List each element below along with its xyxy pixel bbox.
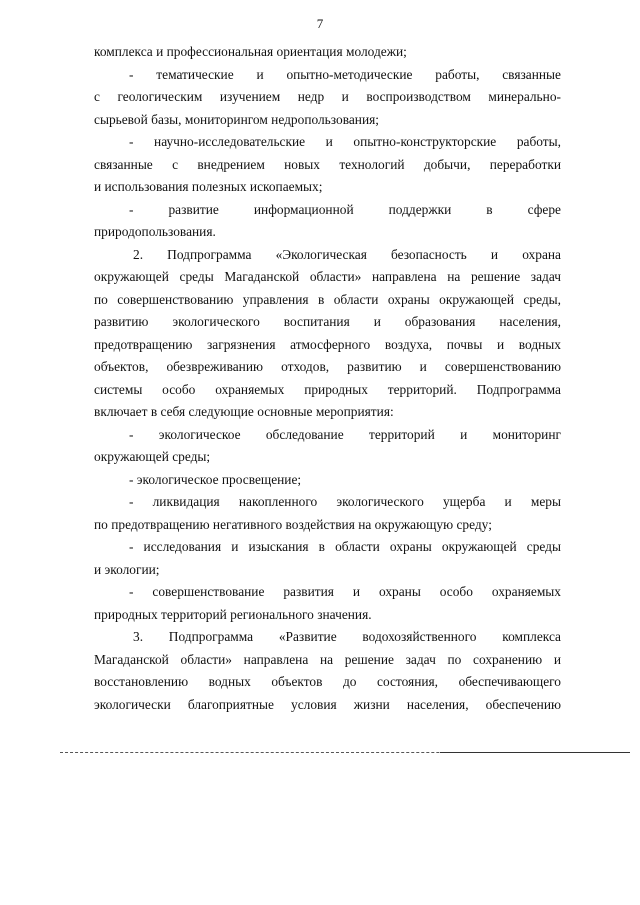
text-line: - экологическое обследование территорий и мониторинг bbox=[129, 426, 561, 442]
text-line: - научно-исследовательские и опытно-конструкторские работы, bbox=[129, 134, 561, 149]
text-line: по предотвращению негативного воздействия на окружающую среду; bbox=[94, 516, 492, 532]
footer-divider-solid bbox=[440, 752, 630, 753]
text-line: развитию экологического воспитания и образования населения, bbox=[94, 314, 561, 329]
text-line: природопользования. bbox=[94, 224, 216, 239]
text-line: - ликвидация накопленного экологического ущерба и меры bbox=[129, 494, 561, 509]
text-line: с геологическим изучением недр и воспроизводством минерально- bbox=[94, 89, 561, 104]
text-line: экологически благоприятные условия жизни населения, обеспечению bbox=[94, 696, 561, 712]
text-line: предотвращению загрязнения атмосферного воздуха, почвы и водных bbox=[94, 336, 561, 352]
text-line: по совершенствованию управления в области охраны окружающей среды, bbox=[94, 291, 561, 307]
text-line: и экологии; bbox=[94, 561, 160, 577]
text-line: - тематические и опытно-методические работы, связанные bbox=[129, 66, 561, 82]
text-line: - исследования и изыскания в области охраны окружающей среды bbox=[129, 539, 561, 554]
text-line: - экологическое просвещение; bbox=[129, 471, 302, 487]
text-line: сырьевой базы, мониторингом недропользования; bbox=[94, 111, 380, 127]
text-line: природных территорий регионального значения. bbox=[94, 606, 372, 622]
text-line: восстановлению водных объектов до состояния, обеспечивающего bbox=[94, 674, 561, 689]
body-text bbox=[94, 41, 561, 716]
text-line: окружающей среды Магаданской области» направлена на решение задач bbox=[94, 269, 561, 284]
text-line: Магаданской области» направлена на решение задач по сохранению и bbox=[94, 651, 561, 667]
text-line: - развитие информационной поддержки в сфере bbox=[129, 201, 561, 217]
text-line: системы особо охраняемых природных территорий. Подпрограмма bbox=[94, 381, 561, 397]
text-line: включает в себя следующие основные мероприятия: bbox=[94, 404, 394, 419]
text-line: связанные с внедрением новых технологий добычи, переработки bbox=[94, 156, 561, 172]
text-line: 2. Подпрограмма «Экологическая безопасность и охрана bbox=[133, 246, 561, 262]
text-line: - совершенствование развития и охраны особо охраняемых bbox=[129, 584, 561, 599]
text-line: 3. Подпрограмма «Развитие водохозяйственного комплекса bbox=[133, 629, 561, 644]
text-line: объектов, обезвреживанию отходов, развитию и совершенствованию bbox=[94, 359, 561, 374]
text-line: окружающей среды; bbox=[94, 449, 211, 464]
text-line: комплекса и профессиональная ориентация молодежи; bbox=[94, 44, 407, 59]
page-number: 7 bbox=[316, 16, 324, 31]
text-line: и использования полезных ископаемых; bbox=[94, 179, 323, 194]
